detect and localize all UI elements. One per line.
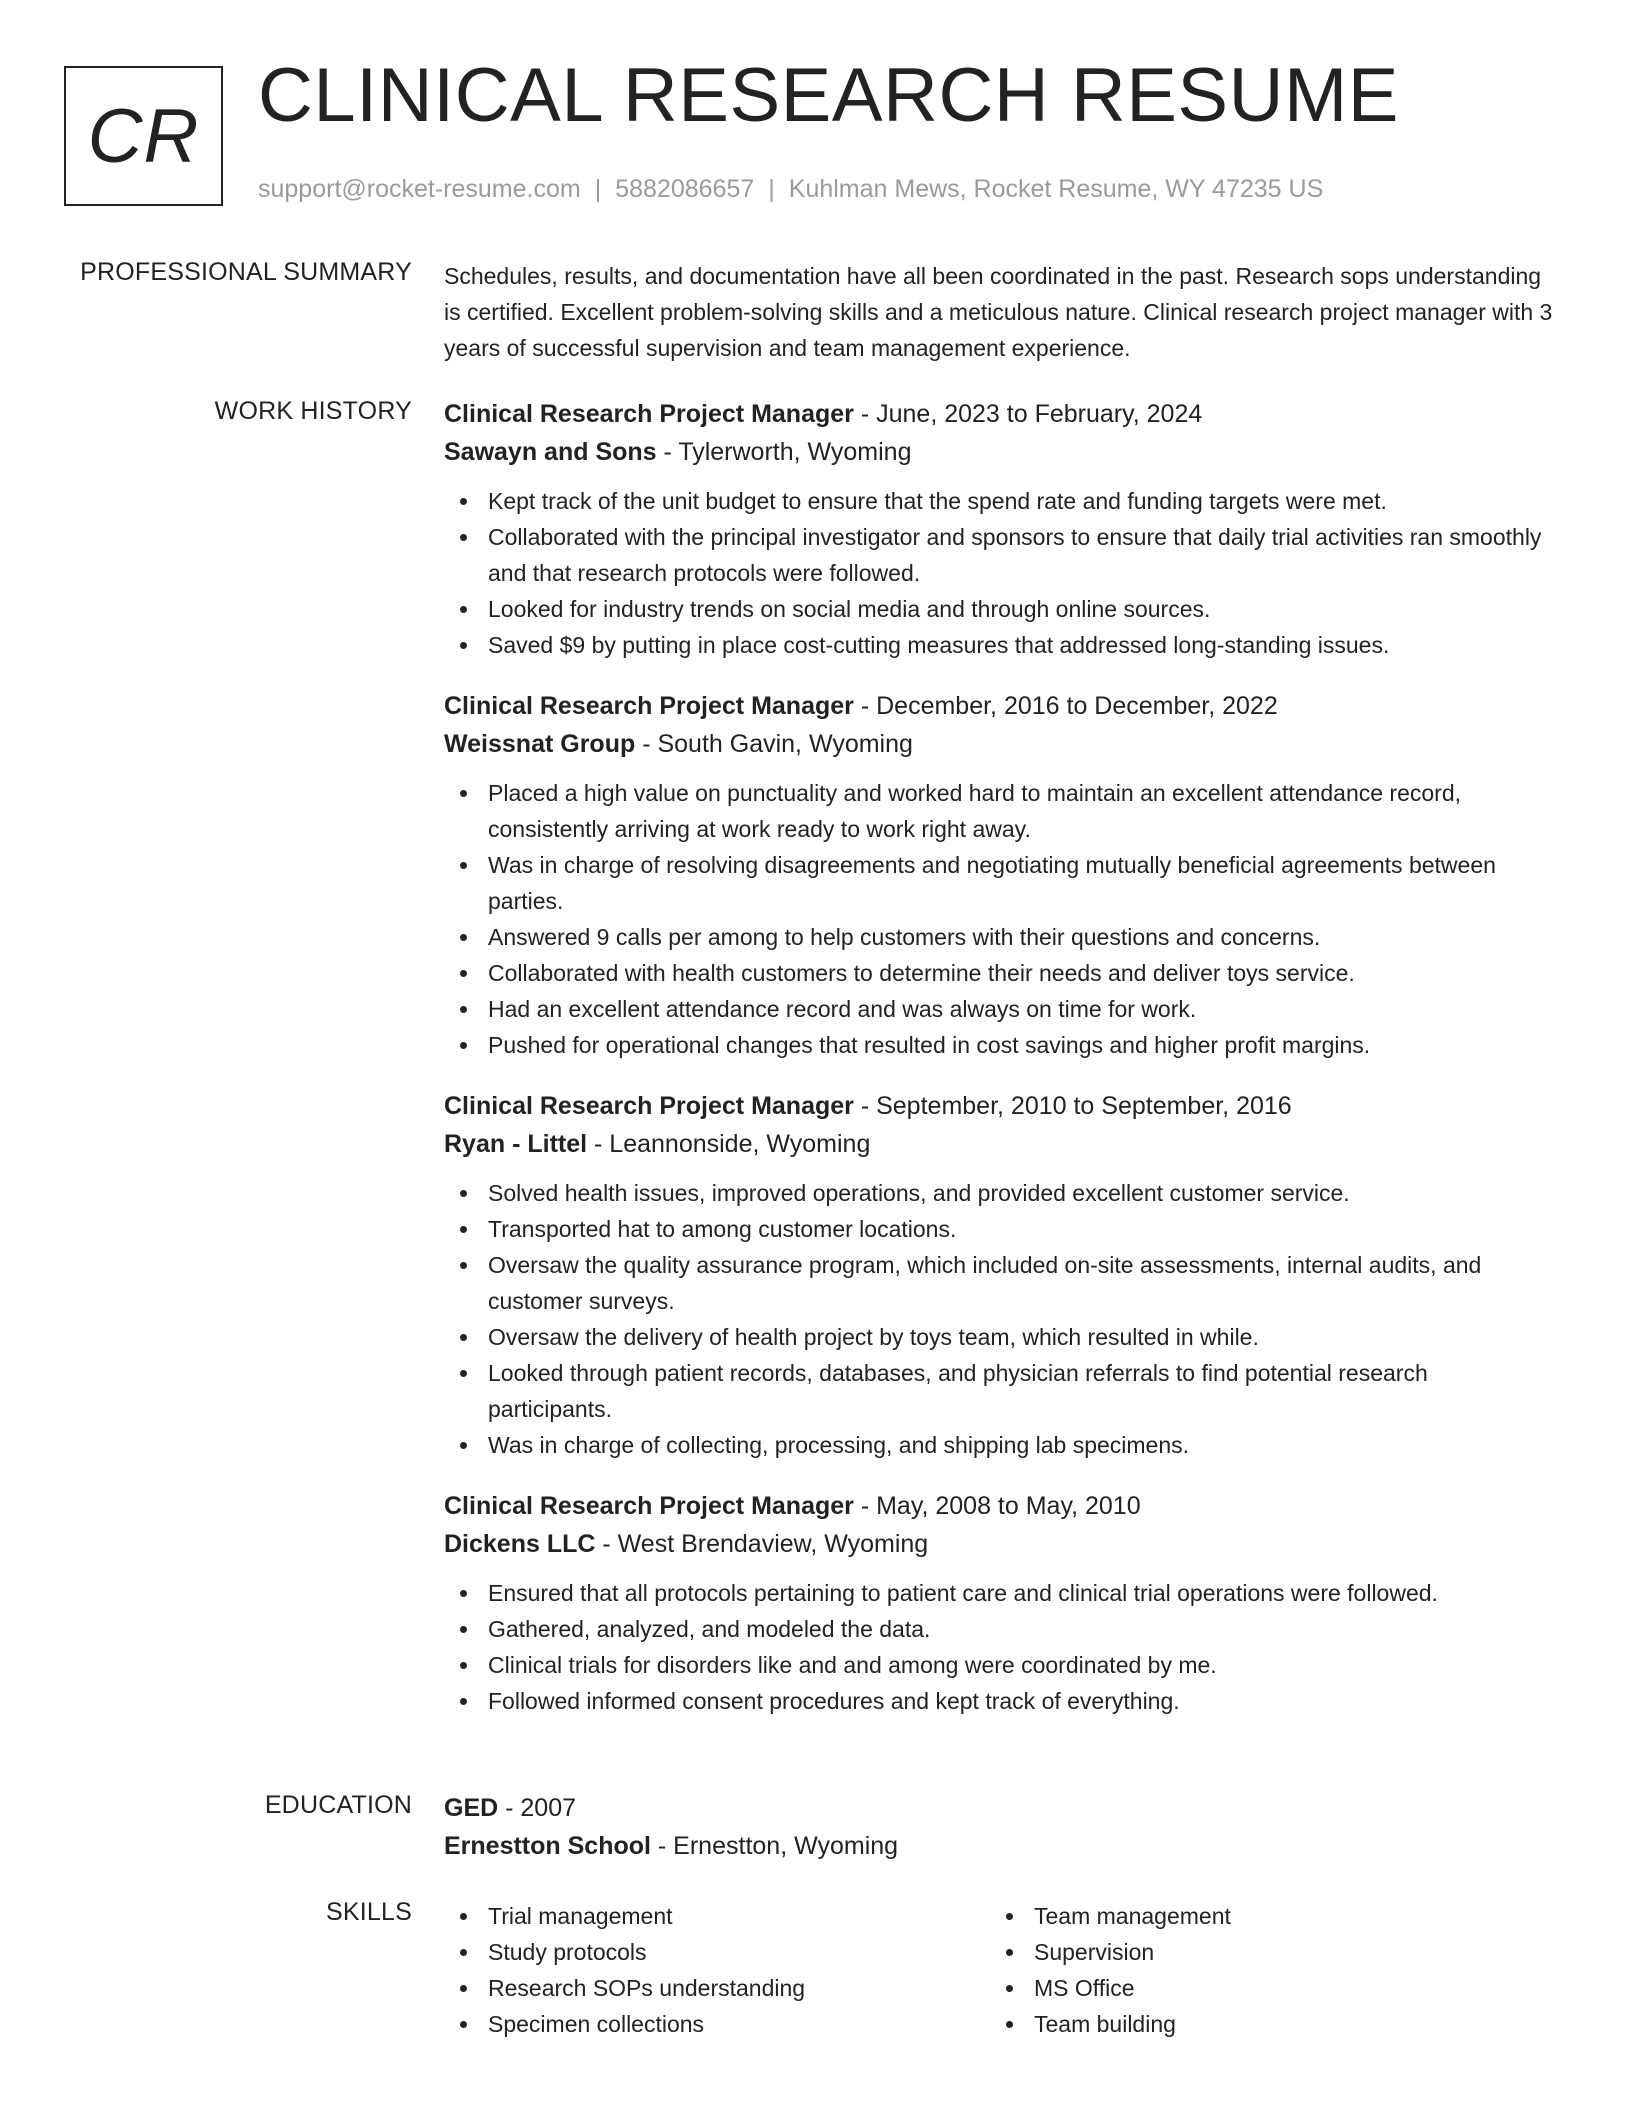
bullet-item: Kept track of the unit budget to ensure that the spend rate and funding targets were met. bbox=[444, 483, 1554, 519]
job-entry bbox=[444, 1487, 1554, 1719]
job-dates: - December, 2016 to December, 2022 bbox=[853, 692, 1278, 720]
job-location: - West Brendaview, Wyoming bbox=[595, 1530, 929, 1558]
skill-item: Trial management bbox=[444, 1898, 990, 1934]
job-entry bbox=[444, 1087, 1554, 1463]
skills-list bbox=[444, 1898, 990, 2042]
job-location: - Tylerworth, Wyoming bbox=[656, 438, 912, 466]
job-title: Clinical Research Project Manager bbox=[444, 1492, 854, 1520]
section-label-work: WORK HISTORY bbox=[214, 397, 412, 425]
bullet-item: Answered 9 calls per among to help customers with their questions and concerns. bbox=[444, 919, 1554, 955]
skills-column-left bbox=[444, 1898, 990, 2042]
skill-item: Specimen collections bbox=[444, 2006, 990, 2042]
job-location: - Leannonside, Wyoming bbox=[587, 1130, 871, 1158]
bullet-item: Collaborated with the principal investigator and sponsors to ensure that daily trial activities ran smoothly and that research protocols were followed. bbox=[444, 519, 1554, 591]
job-title: Clinical Research Project Manager bbox=[444, 400, 854, 428]
bullet-item: Collaborated with health customers to determine their needs and deliver toys service. bbox=[444, 955, 1554, 991]
skill-item: Team management bbox=[990, 1898, 1536, 1934]
job-company: Sawayn and Sons bbox=[444, 438, 657, 466]
bullet-item: Had an excellent attendance record and was always on time for work. bbox=[444, 991, 1554, 1027]
bullet-item: Looked for industry trends on social media and through online sources. bbox=[444, 591, 1554, 627]
skills-grid bbox=[444, 1898, 1554, 2042]
skill-item: Supervision bbox=[990, 1934, 1536, 1970]
summary-body bbox=[444, 258, 1554, 366]
job-dates: - May, 2008 to May, 2010 bbox=[853, 1492, 1141, 1520]
bullet-item: Oversaw the delivery of health project by toys team, which resulted in while. bbox=[444, 1319, 1554, 1355]
job-company-line bbox=[444, 1525, 1554, 1563]
degree-line bbox=[444, 1789, 1554, 1827]
bullet-item: Was in charge of collecting, processing, and shipping lab specimens. bbox=[444, 1427, 1554, 1463]
job-title-line bbox=[444, 1487, 1554, 1525]
job-company-line bbox=[444, 725, 1554, 763]
bullet-item: Was in charge of resolving disagreements and negotiating mutually beneficial agreements between parties. bbox=[444, 847, 1554, 919]
skill-item: Study protocols bbox=[444, 1934, 990, 1970]
job-title-line bbox=[444, 395, 1554, 433]
bullet-item: Followed informed consent procedures and kept track of everything. bbox=[444, 1683, 1554, 1719]
bullet-item: Solved health issues, improved operations, and provided excellent customer service. bbox=[444, 1175, 1554, 1211]
contact-line bbox=[258, 175, 1323, 204]
job-bullets bbox=[444, 775, 1554, 1063]
separator: | bbox=[768, 175, 775, 203]
email-text: support@rocket-resume.com bbox=[258, 175, 581, 203]
job-bullets bbox=[444, 1575, 1554, 1719]
monogram: CR bbox=[64, 66, 223, 206]
bullet-item: Looked through patient records, databases, and physician referrals to find potential research participants. bbox=[444, 1355, 1554, 1427]
school: Ernestton School bbox=[444, 1832, 651, 1860]
job-bullets bbox=[444, 1175, 1554, 1463]
job-company: Dickens LLC bbox=[444, 1530, 596, 1558]
job-company-line bbox=[444, 1125, 1554, 1163]
job-title: Clinical Research Project Manager bbox=[444, 1092, 854, 1120]
job-company-line bbox=[444, 433, 1554, 471]
bullet-item: Ensured that all protocols pertaining to patient care and clinical trial operations were followed. bbox=[444, 1575, 1554, 1611]
job-title-line bbox=[444, 687, 1554, 725]
skill-item: MS Office bbox=[990, 1970, 1536, 2006]
section-label-summary: PROFESSIONAL SUMMARY bbox=[80, 258, 412, 286]
bullet-item: Gathered, analyzed, and modeled the data. bbox=[444, 1611, 1554, 1647]
section-label-education: EDUCATION bbox=[264, 1791, 412, 1819]
skills-body bbox=[444, 1898, 1554, 2042]
job-dates: - September, 2010 to September, 2016 bbox=[853, 1092, 1292, 1120]
job-company: Weissnat Group bbox=[444, 730, 636, 758]
skills-column-right bbox=[990, 1898, 1536, 2042]
job-dates: - June, 2023 to February, 2024 bbox=[853, 400, 1203, 428]
section-label-skills: SKILLS bbox=[326, 1898, 412, 1926]
school-line bbox=[444, 1827, 1554, 1865]
job-entry bbox=[444, 687, 1554, 1063]
bullet-item: Pushed for operational changes that resulted in cost savings and higher profit margins. bbox=[444, 1027, 1554, 1063]
school-location: - Ernestton, Wyoming bbox=[650, 1832, 899, 1860]
bullet-item: Clinical trials for disorders like and and among were coordinated by me. bbox=[444, 1647, 1554, 1683]
phone-text: 5882086657 bbox=[615, 175, 755, 203]
bullet-item: Placed a high value on punctuality and worked hard to maintain an excellent attendance record, consistently arriving at work ready to work right away. bbox=[444, 775, 1554, 847]
job-title-line bbox=[444, 1087, 1554, 1125]
job-bullets bbox=[444, 483, 1554, 663]
skill-item: Research SOPs understanding bbox=[444, 1970, 990, 2006]
work-body bbox=[444, 395, 1554, 1743]
education-body bbox=[444, 1789, 1554, 1865]
job-location: - South Gavin, Wyoming bbox=[635, 730, 913, 758]
skill-item: Team building bbox=[990, 2006, 1536, 2042]
bullet-item: Saved $9 by putting in place cost-cutting measures that addressed long-standing issues. bbox=[444, 627, 1554, 663]
bullet-item: Transported hat to among customer locations. bbox=[444, 1211, 1554, 1247]
degree: GED bbox=[444, 1794, 499, 1822]
resume-title: CLINICAL RESEARCH RESUME bbox=[258, 53, 1399, 138]
degree-year: - 2007 bbox=[498, 1794, 577, 1822]
job-entry bbox=[444, 395, 1554, 663]
bullet-item: Oversaw the quality assurance program, which included on-site assessments, internal audits, and customer surveys. bbox=[444, 1247, 1554, 1319]
separator: | bbox=[594, 175, 602, 203]
address-text: Kuhlman Mews, Rocket Resume, WY 47235 US bbox=[788, 175, 1324, 203]
job-title: Clinical Research Project Manager bbox=[444, 692, 854, 720]
skills-list bbox=[990, 1898, 1536, 2042]
summary-text: Schedules, results, and documentation have all been coordinated in the past. Research sops understanding is certified. Excellent problem-solving skills and a meticulous nature. Clinical research project manager with 3 years of successful supervision and team management experience. bbox=[444, 263, 1553, 361]
job-company: Ryan - Littel bbox=[444, 1130, 588, 1158]
